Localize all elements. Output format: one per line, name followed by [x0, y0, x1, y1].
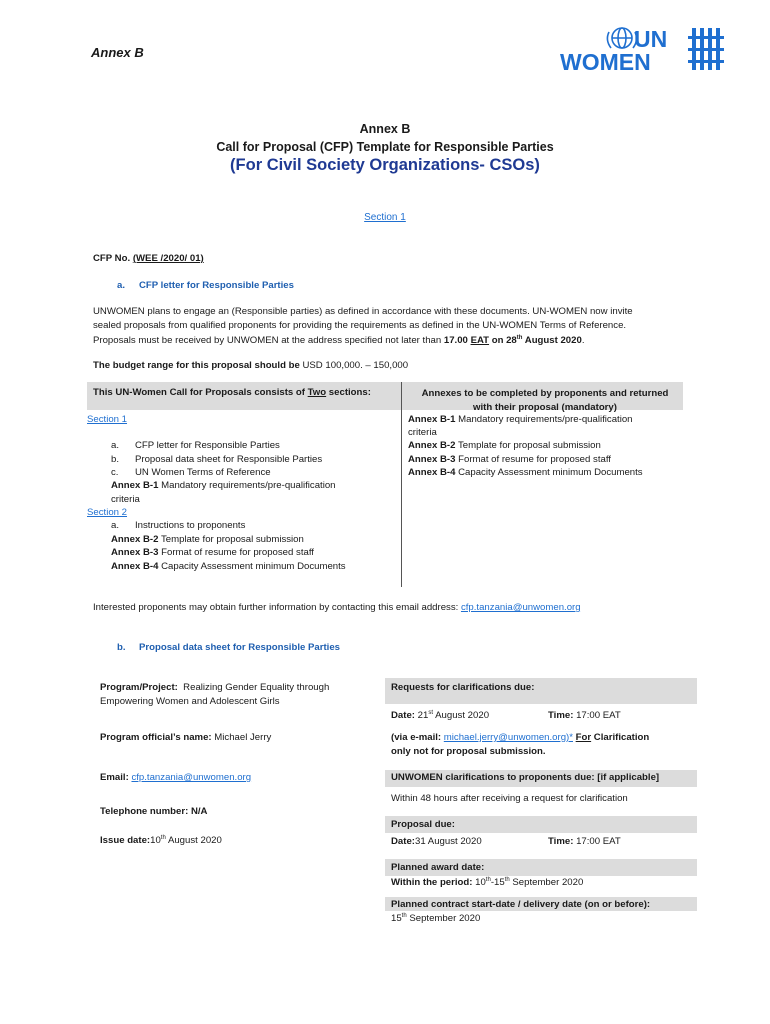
table-right-header: Annexes to be completed by proponents and returned with their proposal (mandatory): [421, 388, 669, 413]
intro-paragraph: UNWOMEN plans to engage an (Responsible parties) as defined in accordance with these documents. UN-WOMEN now invite sealed proposals from qualified proponents for providing the requirements as defined in the UN-WOMEN Terms of Reference. Proposals must be received by UNWOMEN at the address specified not later than 17.00 EAT on 28th August 2020.: [93, 306, 633, 347]
unw-clarification-header: UNWOMEN clarifications to proponents due: [if applicable]: [391, 772, 660, 783]
title-annex: Annex B: [359, 122, 411, 136]
annex-b3-right: Annex B-3 Format of resume for proposed staff: [408, 454, 611, 465]
budget-range: The budget range for this proposal should be USD 100,000. – 150,000: [93, 360, 409, 371]
list-item: b. Proposal data sheet for Responsible Parties: [111, 454, 323, 465]
title-cso: (For Civil Society Organizations- CSOs): [230, 156, 540, 174]
unw-clarification-value: Within 48 hours after receiving a request for clarification: [391, 793, 628, 804]
annex-b1-right-cont: criteria: [408, 427, 437, 438]
page-annex-tag: Annex B: [91, 45, 144, 60]
contract-date-header: Planned contract start-date / delivery date (on or before):: [391, 899, 651, 910]
annex-b1-right: Annex B-1 Mandatory requirements/pre-qualification: [408, 414, 633, 425]
proposal-due-header: Proposal due:: [391, 819, 455, 830]
list-item: a. Instructions to proponents: [111, 520, 246, 531]
cfp-label: CFP No.: [93, 253, 131, 264]
program-project-cont: Empowering Women and Adolescent Girls: [100, 696, 280, 707]
annex-b1-left: Annex B-1 Mandatory requirements/pre-qualification: [111, 480, 336, 491]
contact-email-link[interactable]: cfp.tanzania@unwomen.org: [460, 602, 581, 613]
section-1-link[interactable]: Section 1: [364, 212, 406, 223]
cfp-value: (WEE /2020/ 01): [132, 253, 204, 264]
clarification-note: only not for proposal submission.: [391, 746, 546, 757]
annex-b1-left-cont: criteria: [111, 494, 140, 505]
award-date-header: Planned award date:: [391, 862, 485, 873]
svg-text:UN: UN: [634, 26, 668, 52]
datasheet-email-link[interactable]: cfp.tanzania@unwomen.org: [131, 772, 252, 783]
list-item: c. UN Women Terms of Reference: [111, 467, 271, 478]
table-section-2-link[interactable]: Section 2: [87, 507, 128, 518]
award-date-value: Within the period: 10th-15th September 2020: [391, 877, 584, 889]
contract-date-value: 15th September 2020: [391, 913, 481, 925]
table-section-1-link[interactable]: Section 1: [87, 414, 128, 425]
clarification-email-link[interactable]: michael.jerry@unwomen.org)*: [443, 732, 573, 743]
clarification-time: Time: 17:00 EAT: [548, 710, 621, 721]
un-women-logo: [560, 26, 725, 72]
telephone-line: Telephone number: N/A: [100, 806, 208, 817]
program-official: Program official’s name: Michael Jerry: [100, 732, 272, 743]
annex-b2-right: Annex B-2 Template for proposal submission: [408, 440, 601, 451]
proposal-due-time: Time: 17:00 EAT: [548, 836, 621, 847]
un-emblem-icon: [607, 28, 636, 48]
list-item: a. CFP letter for Responsible Parties: [111, 440, 280, 451]
clarification-via: (via e-mail: michael.jerry@unwomen.org)* For Clarification: [391, 732, 650, 743]
annex-b2-left: Annex B-2 Template for proposal submission: [111, 534, 304, 545]
issue-date: Issue date:10th August 2020: [100, 835, 222, 847]
annex-b4-right: Annex B-4 Capacity Assessment minimum Documents: [408, 467, 643, 478]
email-line: Email: cfp.tanzania@unwomen.org: [100, 772, 252, 783]
subsection-a-heading: a. CFP letter for Responsible Parties: [117, 280, 294, 291]
annex-b3-left: Annex B-3 Format of resume for proposed staff: [111, 547, 314, 558]
table-divider: [401, 382, 402, 587]
women-symbol-icon: [688, 28, 724, 70]
subsection-b-heading: b. Proposal data sheet for Responsible Parties: [117, 642, 340, 653]
clarification-header: Requests for clarifications due:: [391, 682, 535, 693]
cfp-number: [93, 253, 204, 264]
annex-b4-left: Annex B-4 Capacity Assessment minimum Documents: [111, 561, 346, 572]
svg-text:WOMEN: WOMEN: [560, 49, 651, 72]
title-cfp: Call for Proposal (CFP) Template for Responsible Parties: [216, 140, 554, 154]
table-left-header: This UN-Women Call for Proposals consists of Two sections:: [93, 387, 371, 398]
program-project: Program/Project: Realizing Gender Equality through: [100, 682, 330, 693]
clarification-date: Date: 21st August 2020: [391, 710, 490, 722]
contact-line: Interested proponents may obtain further information by contacting this email address: cfp.tanzania@unwomen.org: [93, 602, 581, 613]
proposal-due-date: Date:31 August 2020: [391, 836, 482, 847]
